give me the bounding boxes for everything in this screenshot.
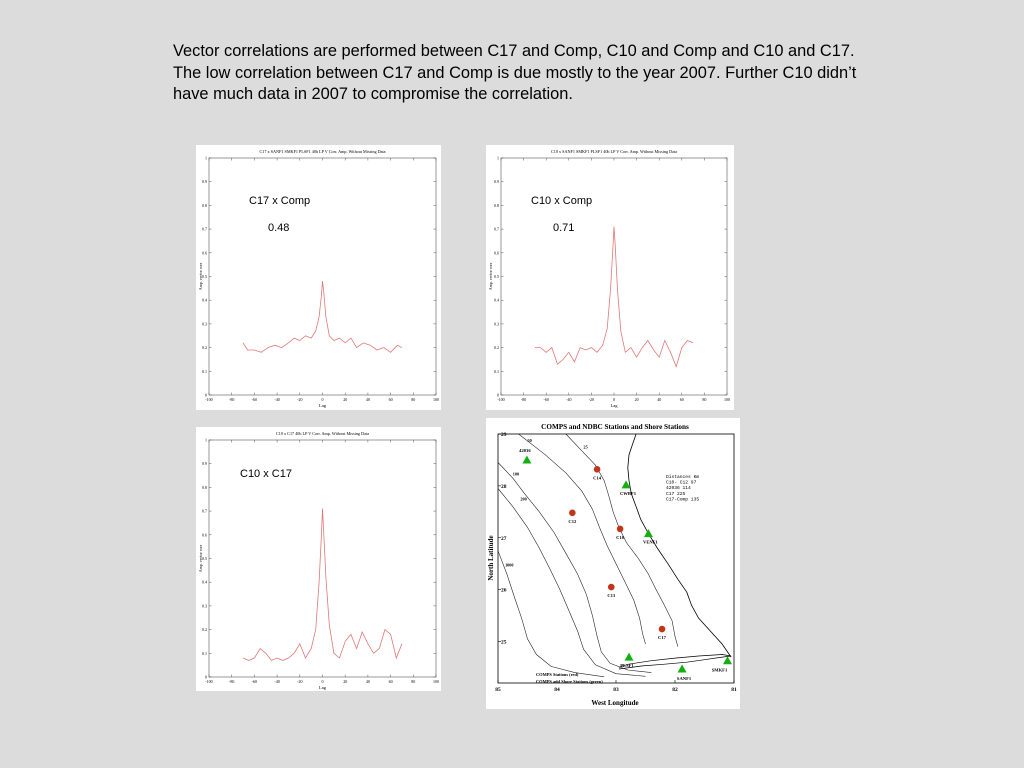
distance-line: C17-Comp 135 [666, 497, 700, 503]
annotation-value: 0.48 [268, 222, 290, 234]
y-tick-label: 28 [501, 483, 507, 490]
station-label: C13 [607, 593, 616, 599]
x-tick-label: 100 [433, 679, 439, 684]
x-tick-label: -40 [274, 679, 280, 684]
station-label: SMKF1 [711, 667, 728, 673]
x-tick-label: 40 [365, 679, 370, 684]
x-tick-label: 100 [724, 397, 730, 402]
station-label: PLSF1 [620, 663, 634, 669]
x-tick-label: -20 [297, 397, 303, 402]
x-tick-label: -60 [251, 397, 258, 402]
y-tick-label: 27 [501, 535, 507, 542]
x-axis-label: Lag [319, 403, 326, 408]
annotation-label: C10 x Comp [531, 195, 593, 207]
y-tick-label: 0.3 [202, 321, 207, 327]
x-tick-label: -80 [520, 397, 527, 402]
y-tick-label: 0 [205, 392, 207, 398]
y-tick-label: 0 [205, 674, 207, 680]
coastline [628, 434, 731, 657]
y-tick-label: 0.8 [494, 202, 499, 208]
x-axis-label: Lag [319, 685, 326, 690]
x-tick-label: 80 [411, 397, 416, 402]
station-label: C12 [568, 518, 577, 524]
isobath-line [498, 489, 646, 677]
x-axis-label: West Longitude [591, 699, 639, 707]
x-tick-label: 20 [634, 397, 639, 402]
x-tick-label: -60 [543, 397, 549, 402]
distance-line: 42036 114 [666, 486, 691, 492]
y-tick-label: 0.9 [202, 179, 207, 185]
y-tick-label: 0.6 [202, 532, 207, 538]
y-tick-label: 0 [497, 392, 499, 398]
y-tick-label: 0.5 [494, 274, 499, 279]
chart-c17-x-comp [196, 145, 441, 410]
station-marker-shore [678, 664, 687, 672]
isobath-line [519, 434, 646, 644]
y-tick-label: 0.5 [202, 556, 207, 561]
station-marker-shore [624, 653, 633, 661]
y-tick-label: 0.9 [202, 461, 207, 467]
x-tick-label: 40 [365, 397, 370, 402]
correlation-series-line [243, 281, 402, 352]
x-tick-label: 85 [495, 687, 501, 693]
map-legend-entry: COMPS Stations (red) [536, 672, 579, 677]
x-tick-label: 80 [702, 397, 707, 402]
y-tick-label: 0.8 [202, 202, 207, 208]
station-marker-comps [608, 584, 615, 591]
x-tick-label: 0 [613, 397, 615, 402]
station-marker-comps [569, 510, 576, 517]
map-svg [486, 418, 740, 709]
plot-frame [209, 158, 436, 395]
station-marker-comps [659, 626, 666, 633]
y-tick-label: 0.6 [202, 250, 207, 256]
x-tick-label: -80 [229, 679, 235, 684]
x-tick-label: 60 [388, 679, 393, 684]
x-tick-label: -20 [297, 679, 303, 684]
chart-c10-x-comp [486, 145, 734, 410]
y-tick-label: 0.6 [494, 250, 499, 256]
x-tick-label: 100 [433, 397, 439, 402]
chart-svg [196, 427, 441, 691]
map-legend-entry: COMPS and Shore Stations (green) [536, 679, 603, 684]
x-tick-label: -80 [229, 397, 235, 402]
isobath-line [566, 434, 678, 647]
y-tick-label: 29 [501, 432, 507, 438]
station-marker-comps [617, 526, 624, 533]
y-axis-label: Amp. vector corr [198, 262, 203, 291]
chart-title: C10 x SANF1 SMKF1 PLSF1 40h LP V Corr. Amp. Without Missing Data [550, 149, 678, 154]
x-tick-label: -60 [251, 679, 258, 684]
correlation-series-line [243, 509, 402, 661]
station-label: C14 [593, 475, 602, 481]
chart-title: C17 x SANF1 SMKF1 PLSF1 40h LP V Corr. Amp. Without Missing Data [259, 149, 386, 154]
isobath-label: 100 [512, 471, 520, 477]
y-tick-label: 0.1 [202, 368, 207, 374]
station-label: C10 [616, 534, 625, 540]
station-label: CWBF1 [619, 490, 637, 496]
station-map [486, 418, 740, 709]
x-tick-label: 0 [321, 679, 324, 684]
x-tick-label: 60 [679, 397, 684, 402]
isobath-label: 200 [520, 496, 527, 502]
x-tick-label: 20 [343, 679, 348, 684]
y-tick-label: 1 [497, 155, 499, 161]
station-marker-comps [594, 466, 601, 473]
y-tick-label: 0.3 [494, 321, 499, 327]
isobath-line [498, 551, 604, 677]
y-tick-label: 0.8 [202, 484, 207, 490]
isobath-label: 50 [527, 437, 532, 443]
chart-svg [486, 145, 734, 410]
y-tick-label: 0.2 [202, 345, 207, 351]
station-marker-shore [522, 455, 531, 463]
y-tick-label: 0.7 [202, 508, 207, 514]
x-tick-label: 0 [321, 397, 324, 402]
station-marker-shore [644, 529, 653, 537]
x-tick-label: 80 [411, 679, 416, 684]
distance-line: C17 225 [666, 491, 686, 497]
plot-frame [501, 158, 727, 395]
y-tick-label: 0.2 [202, 627, 207, 633]
map-title: COMPS and NDBC Stations and Shore Stations [541, 423, 689, 431]
x-tick-label: 84 [554, 687, 560, 693]
x-axis-label: Lag [610, 403, 618, 408]
y-tick-label: 0.1 [202, 650, 207, 656]
intro-paragraph: Vector correlations are performed between C17 and Comp, C10 and Comp and C10 and C17. The low correlation between C17 and Comp is due mostly to the year 2007. Further C10 didn’t have much data in 2007 to compromise the correlation. [173, 42, 857, 103]
y-tick-label: 0.1 [494, 368, 499, 374]
station-marker-shore [723, 656, 732, 664]
x-tick-label: -100 [497, 397, 505, 402]
y-axis-label: Amp. vector corr [198, 544, 203, 573]
y-axis-label: North Latitude [487, 535, 495, 581]
y-tick-label: 0.7 [202, 226, 207, 232]
y-tick-label: 1 [205, 155, 207, 161]
chart-title: C10 x C17 40h LP V Corr. Amp. Without Missing Data [276, 431, 369, 436]
chart-c10-x-c17 [196, 427, 441, 691]
station-label: C17 [658, 635, 666, 641]
x-tick-label: 60 [388, 397, 393, 402]
chart-svg [196, 145, 441, 410]
annotation-value: 0.71 [553, 222, 575, 234]
y-axis-label: Amp. vector corr [488, 262, 493, 291]
correlation-series-line [535, 227, 693, 367]
y-tick-label: 0.4 [202, 579, 207, 585]
annotation-label: C10 x C17 [240, 468, 292, 480]
y-tick-label: 0.5 [202, 274, 207, 279]
y-tick-label: 0.4 [494, 297, 499, 303]
map-frame [498, 434, 734, 683]
y-tick-label: 0.9 [494, 179, 499, 185]
x-tick-label: -40 [566, 397, 572, 402]
distance-line: C10- C12 97 [666, 480, 697, 486]
x-tick-label: 20 [343, 397, 348, 402]
y-tick-label: 0.3 [202, 603, 207, 609]
x-tick-label: 83 [613, 687, 619, 693]
distance-line: Distances Km [666, 475, 700, 480]
y-tick-label: 0.2 [494, 345, 499, 351]
x-tick-label: 40 [657, 397, 662, 402]
x-tick-label: 82 [672, 687, 678, 693]
station-label: VENF1 [643, 539, 658, 545]
annotation-label: C17 x Comp [249, 195, 311, 207]
x-tick-label: -100 [205, 679, 213, 684]
x-tick-label: -40 [274, 397, 280, 402]
y-tick-label: 25 [501, 639, 507, 646]
x-tick-label: -100 [205, 397, 213, 402]
station-label: 42036 [519, 447, 531, 453]
isobath-label: 1000 [505, 562, 514, 568]
station-label: SANF1 [676, 675, 692, 681]
y-tick-label: 1 [205, 437, 207, 443]
x-tick-label: 81 [731, 687, 737, 693]
y-tick-label: 26 [501, 587, 507, 594]
y-tick-label: 0.4 [202, 297, 207, 303]
x-tick-label: -20 [588, 397, 595, 402]
y-tick-label: 0.7 [494, 226, 499, 232]
isobath-label: 25 [583, 444, 588, 450]
